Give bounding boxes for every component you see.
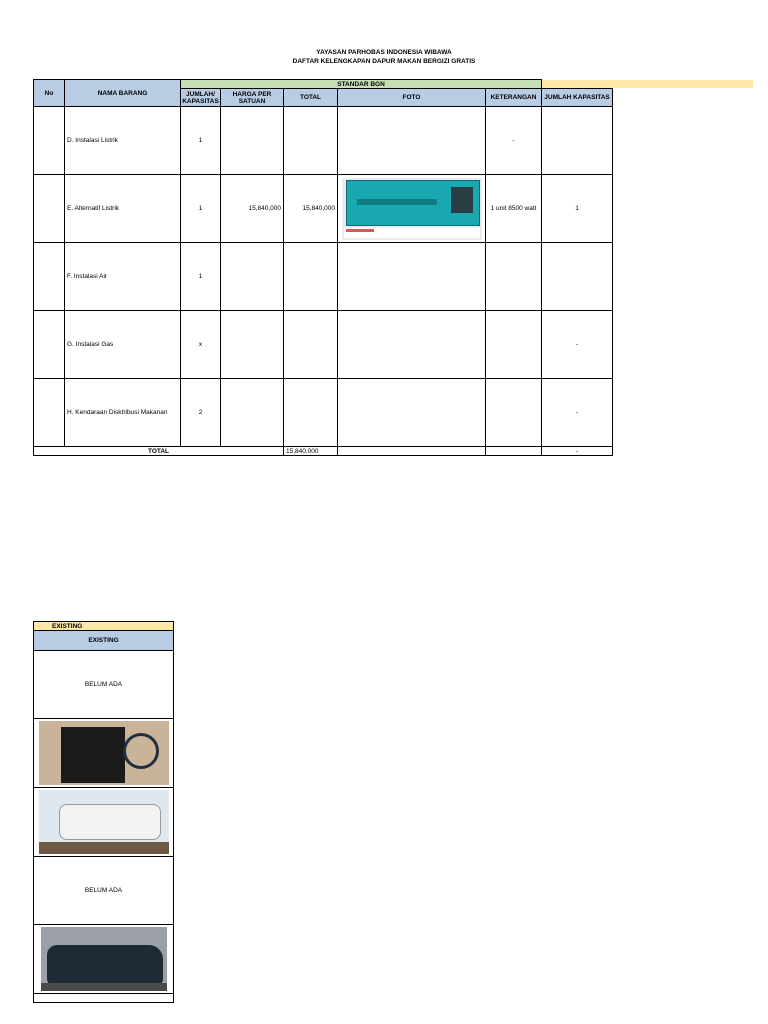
col-keterangan: KETERANGAN <box>486 89 542 107</box>
ground <box>41 983 167 991</box>
cell-total <box>284 107 338 175</box>
cell-jumlah: x <box>181 311 221 379</box>
cell-kapasitas <box>542 107 613 175</box>
electrical-installation-photo <box>39 721 169 785</box>
cell-jumlah: 1 <box>181 175 221 243</box>
cell-foto <box>338 107 486 175</box>
cell-harga <box>221 311 284 379</box>
cell-kapasitas: 1 <box>542 175 613 243</box>
col-total: TOTAL <box>284 89 338 107</box>
total-kapasitas: - <box>542 447 613 456</box>
total-foto-blank <box>338 447 486 456</box>
cell-kapasitas: - <box>542 379 613 447</box>
existing-row <box>34 857 174 925</box>
cell-nama: E. Alternatif Listrik <box>65 175 181 243</box>
header-blank <box>542 80 613 89</box>
existing-photo-cell <box>34 719 174 788</box>
cell-harga <box>221 243 284 311</box>
cell-foto <box>338 311 486 379</box>
existing-status: BELUM ADA <box>34 857 174 925</box>
table-row <box>34 243 613 311</box>
existing-top-label: EXISTING <box>34 622 174 631</box>
cell-no <box>34 311 65 379</box>
existing-table <box>33 621 174 1003</box>
cell-keterangan: 1 unit 8500 watt <box>486 175 542 243</box>
cell-foto <box>338 243 486 311</box>
cell-keterangan: - <box>486 107 542 175</box>
cell-total: 15,840,000 <box>284 175 338 243</box>
existing-photo-cell <box>34 925 174 994</box>
cell-keterangan <box>486 243 542 311</box>
table-row <box>34 175 613 243</box>
generator-price-caption <box>344 228 480 238</box>
cell-jumlah: 1 <box>181 107 221 175</box>
total-value: 15,840,000 <box>284 447 338 456</box>
existing-header: EXISTING <box>34 631 174 651</box>
generator-stripe <box>357 199 437 205</box>
cable-coil <box>123 733 159 769</box>
cell-nama: D. Instalasi Listrik <box>65 107 181 175</box>
electrical-machine <box>61 727 125 783</box>
col-jumlah: JUMLAH/ KAPASITAS <box>182 90 219 105</box>
cell-harga: 15,840,000 <box>221 175 284 243</box>
table-row <box>34 379 613 447</box>
group-header-standar: STANDAR BGN <box>181 80 542 89</box>
cell-harga <box>221 107 284 175</box>
existing-row <box>34 651 174 719</box>
total-keterangan-blank <box>486 447 542 456</box>
cell-no <box>34 379 65 447</box>
cell-kapasitas <box>542 243 613 311</box>
cell-keterangan <box>486 379 542 447</box>
table-row <box>34 107 613 175</box>
existing-row <box>34 925 174 994</box>
cell-harga <box>221 379 284 447</box>
vehicle <box>47 945 163 985</box>
ground <box>39 842 169 854</box>
col-harga: HARGA PER SATUAN <box>221 89 284 107</box>
cell-jumlah: 1 <box>181 243 221 311</box>
cell-foto <box>338 175 486 243</box>
cell-nama: G. Instalasi Gas <box>65 311 181 379</box>
cell-total <box>284 311 338 379</box>
cell-total <box>284 379 338 447</box>
cell-no <box>34 175 65 243</box>
org-name: YAYASAN PARHOBAS INDONESIA WIBAWA <box>316 49 452 56</box>
col-nama-barang: NAMA BARANG <box>65 80 181 107</box>
existing-photo-cell <box>34 788 174 857</box>
document-title: DAFTAR KELENGKAPAN DAPUR MAKAN BERGIZI GRATIS <box>292 58 476 65</box>
cell-no <box>34 243 65 311</box>
cell-keterangan <box>486 311 542 379</box>
cell-total <box>284 243 338 311</box>
cell-jumlah: 2 <box>181 379 221 447</box>
vehicle-photo <box>41 927 167 991</box>
total-row <box>34 447 613 456</box>
water-tank-photo <box>39 790 169 854</box>
existing-row <box>34 719 174 788</box>
generator-control-panel <box>451 187 473 213</box>
col-foto: FOTO <box>338 89 486 107</box>
cell-nama: H. Kendaraan Disktribusi Makanan <box>65 379 181 447</box>
water-tank <box>59 804 161 840</box>
cell-nama: F. Instalasi Air <box>65 243 181 311</box>
existing-blank-row <box>34 994 174 1003</box>
existing-row <box>34 788 174 857</box>
col-no: No <box>34 80 65 107</box>
generator-body <box>346 180 480 226</box>
total-label: TOTAL <box>34 447 284 456</box>
cell-kapasitas: - <box>542 311 613 379</box>
cell-no <box>34 107 65 175</box>
cell-foto <box>338 379 486 447</box>
equipment-table <box>33 79 613 456</box>
generator-photo <box>342 178 482 240</box>
col-jumlah-kapasitas: JUMLAH KAPASITAS <box>542 89 613 107</box>
existing-status: BELUM ADA <box>34 651 174 719</box>
table-row <box>34 311 613 379</box>
